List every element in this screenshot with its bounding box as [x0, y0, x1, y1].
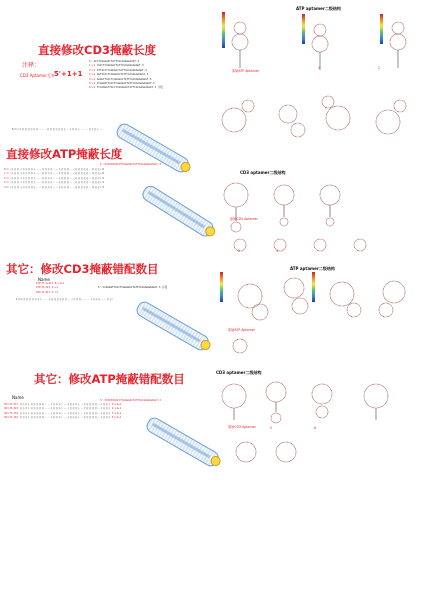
sequence-block-2: 0:1 ((((((.(((((((((....(((((((....)))))))...)))))))))..)))))).6 1:1 ((((((.(((((((((....(((((((....)))))))...)))))))))..)))))).6 2:1 ((((((.(((((((((....(((((((....)))))))...)))))))))..)))))).5 3:1 ((((((.(((((((((....(((((((....)))))))...)))))))))..)))))).4 4:1 ((((((.(((((((((....(((((((....)))))))...)))))))))..)))))).3 — [4, 168, 104, 189]
note-formula: 5'+1+1 — [54, 70, 83, 78]
panel-number-2: 2 — [378, 66, 381, 70]
section-title-atp-length: 直接修改ATP掩蔽长度 — [6, 147, 123, 161]
panel-number-5: 5 — [270, 426, 273, 430]
header-seq-4: 5'-XXXXXXXACCTCGGGGACTATTCGCGAGGAAGGT-3 — [100, 399, 161, 402]
panel-number-6: 6 — [314, 426, 317, 430]
section-title-atp-mismatch: 其它：修改ATP掩蔽错配数目 — [34, 372, 185, 386]
panel-number-3: 3 — [238, 249, 241, 253]
name-header-3: Name — [38, 277, 50, 282]
structure-label-3: 原始ATP Aptamer — [228, 328, 255, 332]
structure-label-1: 原始ATP Aptamer — [232, 69, 259, 73]
name-header-4: Name — [12, 395, 24, 400]
tube-graphic-4 — [144, 415, 221, 469]
panel-title-4: CD3 aptamer二级结构 — [216, 370, 262, 375]
panel-title-1: ATP aptamer二级结构 — [296, 6, 341, 11]
sequence-block-3: ATP-M-2+211 0:+1+1 ATP-M-321 1:+1 ATP-M-421 2:+1 — [36, 282, 65, 294]
dot-bracket-3: 1:1(((((((((((((.....))))))))))))...((((((......))))))....(((( — [16, 298, 113, 301]
header-seq-2: 5'-XXXXXXXACCTCGGGGACTATTCGCGAGGAAGGT-3 — [100, 163, 161, 166]
section-title-cd3-length: 直接修改CD3掩蔽长度 — [38, 43, 156, 57]
tail-seq-3: 5'-CCAGGGTTACCTCGGGGACTATTCGCGAGGAAGGT-3 片段 — [98, 286, 168, 289]
sequence-block-4: CD3-M-313 ((((((.(((((((((....(((((((....)))))))...)))))))))..)))))) 3:+1+1 CD3-M-223 ((((((.(((((((((....(((((((....)))))))...)))))))))..)))))) 2:+1+1 CD3-M-232 ((((((.(((((((((....(((((((....)))))))...)))))))))..)))))) 3:+1+1 CD3-M-142 ((((((.(((((((((....(((((((....)))))))...)))))))))..)))))) 3:+1+1 — [4, 403, 122, 420]
dot-bracket-1: 6:1:(((((((((((((.....))))))))))))...((((((......)))))).... — [12, 128, 105, 131]
panel-number-4: 4 — [276, 249, 279, 253]
note-complement: CD3 Aptamer互补 — [20, 73, 55, 78]
structure-label-2: 原始CD3 Aptamer — [230, 217, 258, 221]
sequence-block-1: 0: ACCTCGGGGACTATTCGCGAGGAAGGT-3 1:+1 TACCTCGGGGACTATTCGCGAGGAAGGT-3 2:+1 GTTACCTCGGGGACTATTCGCGAGGAAGGT-3 3:+1 GGTTACCTCGGGGACTATTCGCGAGGAAGGT-3 4:+1 AGGGTTACCTCGGGGACTATTCGCGAGGAAGGT-3 5:+1 CCAGGGTTACCTCGGGGACTATTCGCGAGGAAGGT-3 6:+1 TCCAGGGTTACCTCGGGGACTATTCGCGAGGAAGGT-3 片段 — [89, 60, 163, 90]
panel-number-1: 1 — [318, 66, 321, 70]
cd3-structures-panel-4 — [216, 376, 412, 466]
structure-label-4: 原始CD3 Aptamer — [228, 425, 256, 429]
tube-graphic-3 — [134, 299, 211, 353]
panel-title-3: ATP aptamer二级结构 — [290, 266, 335, 271]
atp-structures-panel-1 — [210, 10, 420, 150]
panel-title-2: CD3 aptamer二级结构 — [240, 170, 286, 175]
tube-graphic-2 — [140, 183, 216, 239]
section-title-cd3-mismatch: 其它：修改CD3掩蔽错配数目 — [6, 262, 159, 276]
atp-structures-panel-3 — [224, 270, 420, 360]
note-label: 注释： — [22, 62, 41, 69]
colorbar-3a — [220, 272, 223, 302]
